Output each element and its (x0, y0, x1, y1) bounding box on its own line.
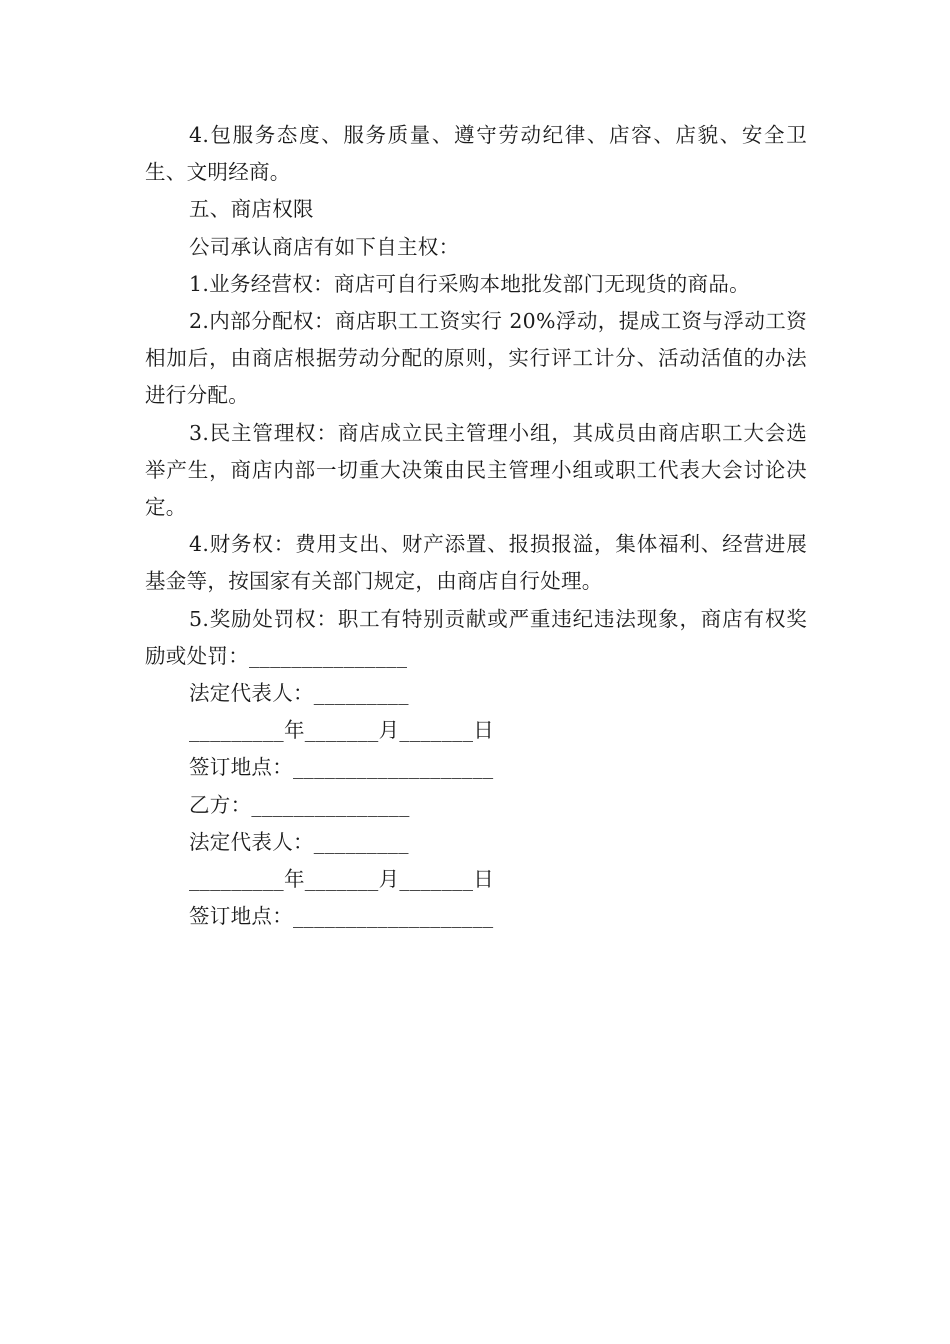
party-b-place: 签订地点：___________________ (189, 904, 494, 929)
party-b-label: 乙方：_______________ (189, 792, 410, 817)
party-a-place: 签订地点：___________________ (189, 755, 494, 780)
authority-5-reward-penalty: 5.奖励处罚权：职工有特别贡献或严重违纪违法现象，商店有权奖励或处罚：_______________ (145, 606, 807, 668)
party-b-date: _________年_______月_______日 (189, 867, 495, 892)
document-body (145, 117, 807, 935)
clause-4-service: 4.包服务态度、服务质量、遵守劳动纪律、店容、店貌、安全卫生、文明经商。 (145, 123, 807, 185)
authority-1-business: 1.业务经营权：商店可自行采购本地批发部门无现货的商品。 (189, 271, 750, 296)
section-heading-shop-authority: 五、商店权限 (189, 197, 314, 222)
authority-3-democratic: 3.民主管理权：商店成立民主管理小组，其成员由商店职工大会选举产生，商店内部一切重大决策由民主管理小组或职工代表大会讨论决定。 (145, 420, 807, 520)
party-b-representative: 法定代表人：_________ (189, 829, 409, 854)
authority-2-distribution: 2.内部分配权：商店职工工资实行 20%浮动，提成工资与浮动工资相加后，由商店根据劳动分配的原则，实行评工计分、活动活值的办法进行分配。 (145, 309, 807, 408)
party-a-date: _________年_______月_______日 (189, 718, 495, 743)
authority-intro: 公司承认商店有如下自主权： (189, 234, 460, 259)
party-a-representative: 法定代表人：_________ (189, 681, 409, 706)
authority-4-finance: 4.财务权：费用支出、财产添置、报损报溢，集体福利、经营进展基金等，按国家有关部门规定，由商店自行处理。 (145, 532, 807, 594)
